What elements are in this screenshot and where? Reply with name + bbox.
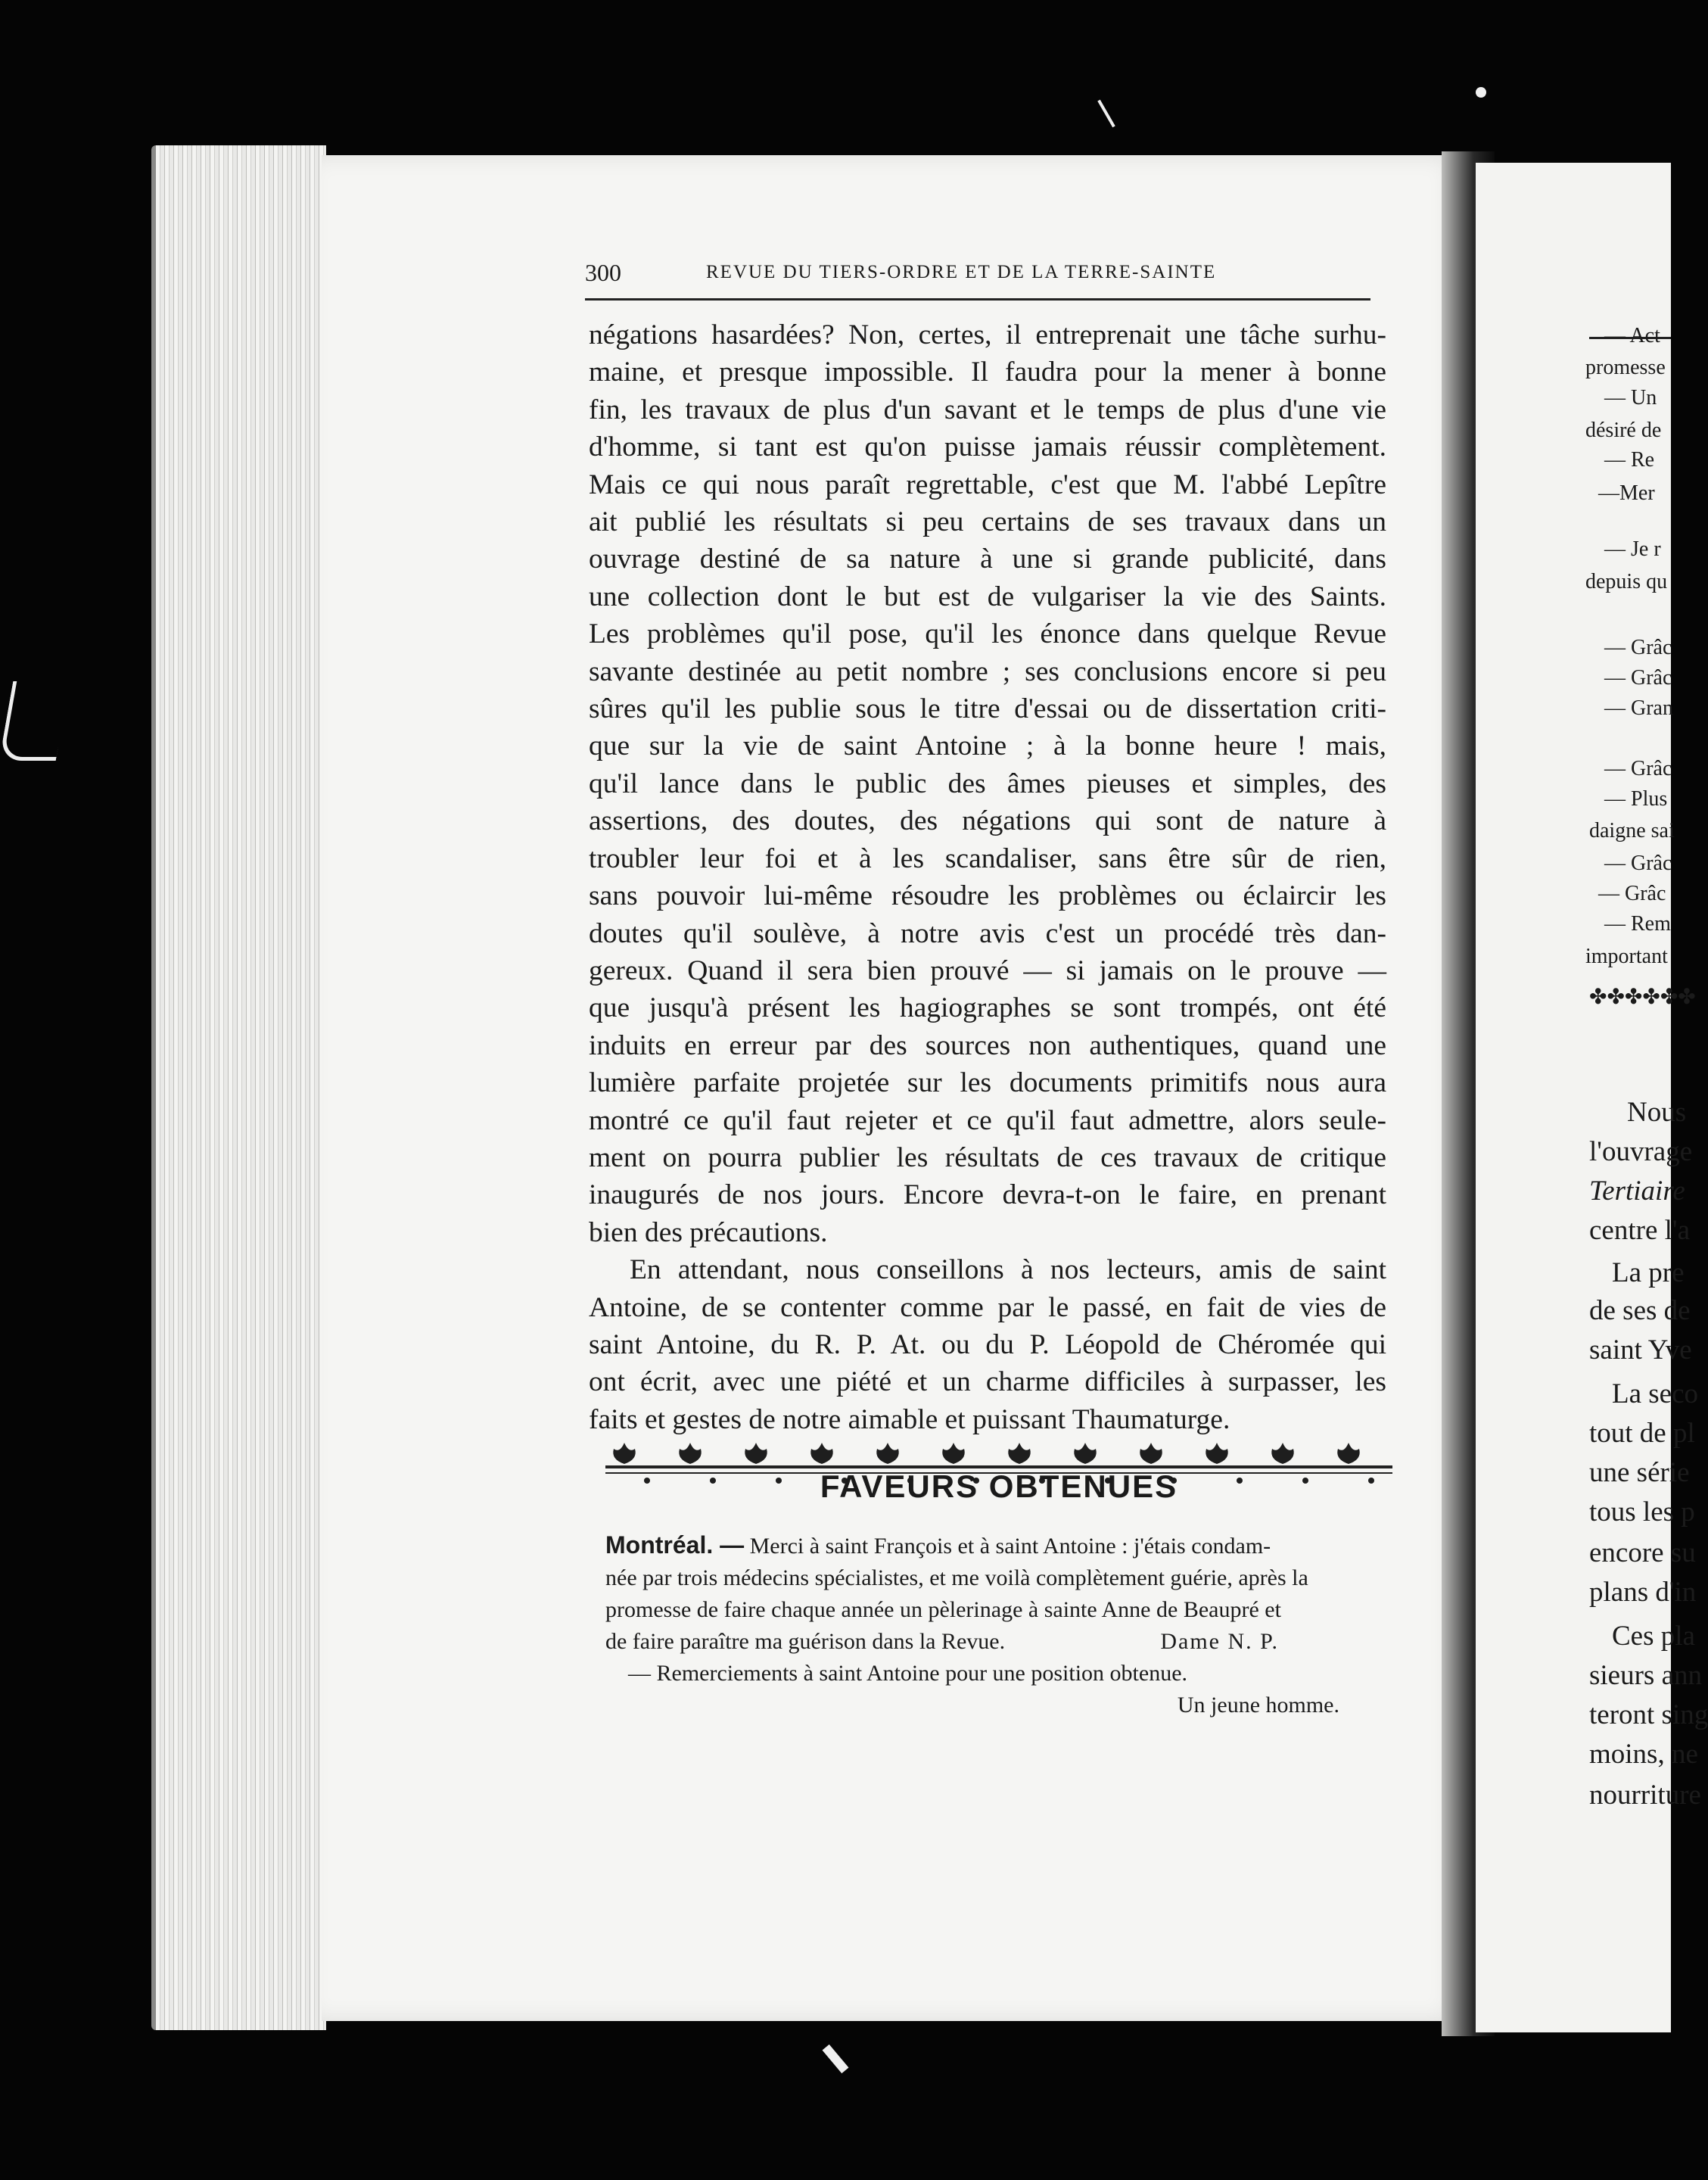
body-line: fin, les travaux de plus d'un savant et le temps de plus d'une vie	[589, 394, 1386, 425]
right-page-line: Nous	[1627, 1097, 1687, 1128]
right-page-line: de ses de	[1589, 1295, 1691, 1326]
right-page-line: une série	[1589, 1457, 1690, 1488]
body-line: bien des précautions.	[589, 1216, 828, 1248]
article-body	[589, 316, 1386, 1438]
faveur-line: — Remerciements à saint Antoine pour une position obtenue.	[628, 1661, 1188, 1686]
right-page-line: La seco	[1612, 1378, 1699, 1409]
body-line: une collection dont le but est de vulgariser la vie des Saints.	[589, 581, 1386, 612]
body-line: troubler leur foi et à les scandaliser, sans être sûr de rien,	[589, 842, 1386, 874]
body-line: Les problèmes qu'il pose, qu'il les énonce dans quelque Revue	[589, 618, 1386, 650]
right-page-line: — Plus	[1604, 787, 1668, 811]
right-page-line: plans d'in	[1589, 1577, 1697, 1608]
right-page-line: important	[1585, 945, 1668, 968]
faveur-place: Montréal. —	[605, 1531, 745, 1559]
right-page-line: Tertiaire	[1589, 1176, 1685, 1207]
leaf-ornament	[1206, 1443, 1227, 1464]
faveur-line: Merci à saint François et à saint Antoine : j'étais condam-	[749, 1534, 1271, 1559]
body-line: ait publié les résultats si peu certains de ses travaux dans un	[589, 506, 1386, 538]
body-line: ment on pourra publier les résultats de ces travaux de critique	[589, 1141, 1386, 1173]
body-line: montré ce qu'il faut rejeter et ce qu'il faut admettre, alors seule-	[589, 1104, 1386, 1136]
dust-speck	[1097, 100, 1115, 128]
right-page-line: encore su	[1589, 1537, 1696, 1568]
right-page-line: — Je r	[1604, 537, 1661, 561]
leaf-ornament	[1008, 1443, 1030, 1464]
body-line: En attendant, nous conseillons à nos lecteurs, amis de saint	[630, 1254, 1386, 1286]
body-line: assertions, des doutes, des négations qui sont de nature à	[589, 805, 1386, 837]
leaf-ornament	[745, 1443, 767, 1464]
right-page-line: — Grâc	[1604, 757, 1672, 780]
body-line: gereux. Quand il sera bien prouvé — si jamais on le prouve —	[589, 955, 1386, 986]
leaf-ornament	[1140, 1443, 1162, 1464]
body-line: que jusqu'à présent les hagiographes se sont trompés, ont été	[589, 992, 1386, 1024]
faveur-line: née par trois médecins spécialistes, et me voilà complètement guérie, après la	[605, 1565, 1308, 1590]
leaf-ornament	[1074, 1443, 1096, 1464]
right-page-line: daigne sai	[1589, 819, 1675, 842]
leaf-ornament	[876, 1443, 898, 1464]
leaf-ornament	[613, 1443, 635, 1464]
leaf-ornament	[1271, 1443, 1293, 1464]
faveur-line: promesse de faire chaque année un pèlerinage à sainte Anne de Beaupré et	[605, 1597, 1281, 1622]
right-page-line: — Grâc	[1604, 852, 1672, 875]
right-page-line: depuis qu	[1585, 570, 1668, 593]
section-title: FAVEURS OBTENUES	[820, 1468, 1178, 1504]
right-page-ornament: ✤✤✤✤✤✤	[1589, 986, 1696, 1009]
body-line: saint Antoine, du R. P. At. ou du P. Léopold de Chéromée qui	[589, 1328, 1386, 1360]
right-page-line: La pre	[1612, 1257, 1685, 1288]
right-page-line: saint Yve	[1589, 1334, 1692, 1366]
book-page-edges	[151, 145, 326, 2030]
faveur-entry	[605, 1658, 1392, 1690]
right-page-line: — Grâc	[1604, 666, 1672, 690]
page-number: 300	[585, 259, 621, 286]
body-line: sûres qu'il les publie sous le titre d'essai ou de dissertation criti-	[589, 693, 1386, 725]
body-line: sans pouvoir lui-même résoudre les problèmes ou éclaircir les	[589, 880, 1386, 912]
body-line: induits en erreur par des sources non authentiques, quand une	[589, 1029, 1386, 1061]
running-title: REVUE DU TIERS-ORDRE ET DE LA TERRE-SAINTE	[706, 262, 1217, 282]
right-page-line: teront sing	[1589, 1699, 1708, 1730]
leaf-ornament	[1337, 1443, 1359, 1464]
faveurs-list	[605, 1529, 1392, 1721]
body-line: d'homme, si tant est qu'on puisse jamais réussir complètement.	[589, 431, 1386, 463]
right-page-line: tous les p	[1589, 1496, 1695, 1528]
body-line: que sur la vie de saint Antoine ; à la bonne heure ! mais,	[589, 730, 1386, 762]
leaf-ornament	[942, 1443, 964, 1464]
body-line: savante destinée au petit nombre ; ses conclusions encore si peu	[589, 656, 1386, 687]
body-line: Antoine, de se contenter comme par le passé, en fait de vies de	[589, 1291, 1386, 1323]
body-line: doutes qu'il soulève, à notre avis c'est un procédé très dan-	[589, 917, 1386, 949]
right-page-line: centre l'a	[1589, 1215, 1690, 1246]
body-line: qu'il lance dans le public des âmes pieuses et simples, des	[589, 768, 1386, 799]
right-page-line: moins, ne	[1589, 1739, 1698, 1770]
body-line: Mais ce qui nous paraît regrettable, c'est que M. l'abbé Lepître	[589, 469, 1386, 500]
right-page-line: promesse	[1585, 356, 1666, 379]
body-line: ouvrage destiné de sa nature à une si grande publicité, dans	[589, 543, 1386, 575]
faveur-entry	[605, 1529, 1392, 1658]
right-page-line: — Re	[1604, 448, 1655, 472]
right-page-line: Ces pla	[1612, 1621, 1695, 1652]
right-page-line: —Mer	[1598, 481, 1655, 505]
faveur-line: de faire paraître ma guérison dans la Revue.	[605, 1629, 1006, 1654]
right-page-line: — Grâc	[1598, 882, 1666, 905]
faveur-signature: Dame N. P.	[1160, 1629, 1279, 1654]
leaf-ornament	[679, 1443, 701, 1464]
right-page-line: l'ouvrage	[1589, 1136, 1693, 1167]
right-page-line: — Act	[1604, 324, 1660, 347]
body-line: inaugurés de nos jours. Encore devra-t-on le faire, en prenant	[589, 1179, 1386, 1211]
right-page-line: — Gran	[1604, 696, 1673, 720]
body-line: lumière parfaite projetée sur les documents primitifs nous aura	[589, 1067, 1386, 1099]
body-line: maine, et presque impossible. Il faudra pour la mener à bonne	[589, 357, 1386, 388]
leaf-ornament	[810, 1443, 832, 1464]
running-header	[585, 256, 1370, 301]
right-page-line: tout de pl	[1589, 1418, 1695, 1449]
faveur-signature: Un jeune homme.	[1177, 1693, 1339, 1718]
right-page-line: — Un	[1604, 386, 1657, 410]
body-line: ont écrit, avec une piété et un charme difficiles à surpasser, les	[589, 1366, 1386, 1398]
right-page-line: désiré de	[1585, 419, 1662, 442]
right-page-line: — Rem	[1604, 912, 1671, 936]
right-page-line: sieurs ann	[1589, 1660, 1702, 1691]
right-page-line: — Grâc	[1604, 636, 1672, 659]
dust-speck	[1476, 87, 1486, 98]
right-page-line: nourriture	[1589, 1780, 1701, 1811]
margin-mark	[0, 681, 70, 761]
body-line: négations hasardées? Non, certes, il entreprenait une tâche surhu-	[589, 319, 1386, 350]
body-line: faits et gestes de notre aimable et puissant Thaumaturge.	[589, 1403, 1230, 1435]
dust-speck	[823, 2045, 849, 2073]
